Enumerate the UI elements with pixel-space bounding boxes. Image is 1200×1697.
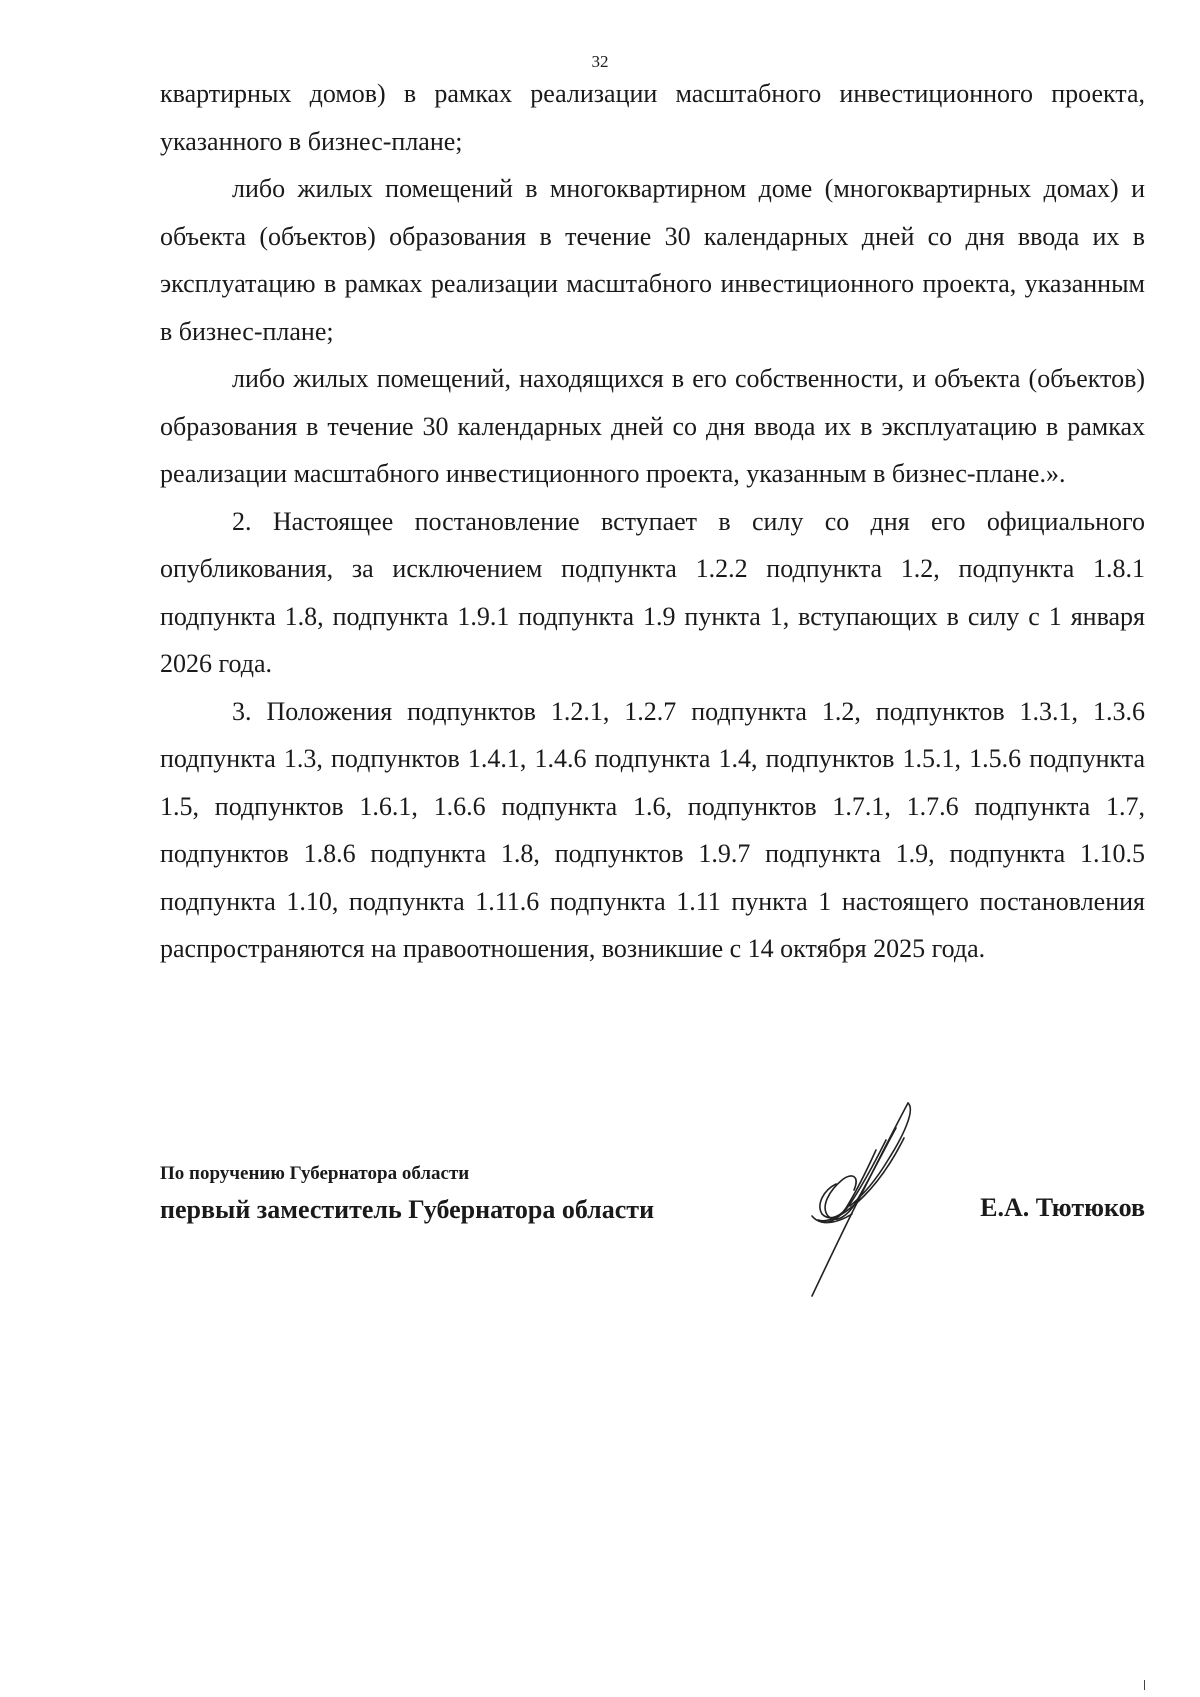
paragraph-item-3: 3. Положения подпунктов 1.2.1, 1.2.7 подпункта 1.2, подпунктов 1.3.1, 1.3.6 подпункта 1.3, подпунктов 1.4.1, 1.4.6 подпункта 1.4, подпунктов 1.5.1, 1.5.6 подпункта 1.5, подпунктов 1.6.1, 1.6.6 подпункта 1.6, подпунктов 1.7.1, 1.7.6 подпункта 1.7, подпунктов 1.8.6 подпункта 1.8, подпунктов 1.9.7 подпункта 1.9, подпункта 1.10.5 подпункта 1.10, подпункта 1.11.6 подпункта 1.11 пункта 1 настоящего постановления распространяются на правоотношения, возникшие с 14 октября 2025 года. <box>160 696 1145 963</box>
scan-edge-mark <box>1144 1680 1145 1690</box>
paragraph-item-2: 2. Настоящее постановление вступает в силу со дня его официального опубликования, за исключением подпункта 1.2.2 подпункта 1.2, подпункта 1.8.1 подпункта 1.8, подпункта 1.9.1 подпункта 1.9 пункта 1, вступающих в силу с 1 января 2026 года. <box>160 506 1145 678</box>
paragraph-residential-apartment-building: либо жилых помещений в многоквартирном доме (многоквартирных домах) и объекта (объектов) образования в течение 30 календарных дней со дня ввода их в эксплуатацию в рамках реализации масштабного инвестиционного проекта, указанным в бизнес-плане; <box>160 174 1145 346</box>
paragraph-continuation: квартирных домов) в рамках реализации масштабного инвестиционного проекта, указанного в бизнес-плане; <box>160 79 1145 156</box>
signatory-position: первый заместитель Губернатора области <box>160 1195 655 1224</box>
signature-block <box>160 1163 1145 1323</box>
handwritten-signature <box>790 1098 940 1298</box>
paragraph-residential-owned: либо жилых помещений, находящихся в его собственности, и объекта (объектов) образования в течение 30 календарных дней со дня ввода их в эксплуатацию в рамках реализации масштабного инвестиционного проекта, указанным в бизнес-плане.». <box>160 364 1145 488</box>
signature-authority-line: По поручению Губернатора области <box>160 1163 470 1184</box>
page-number: 32 <box>591 52 609 71</box>
signatory-name: Е.А. Тютюков <box>980 1193 1145 1222</box>
document-body <box>160 70 1145 973</box>
